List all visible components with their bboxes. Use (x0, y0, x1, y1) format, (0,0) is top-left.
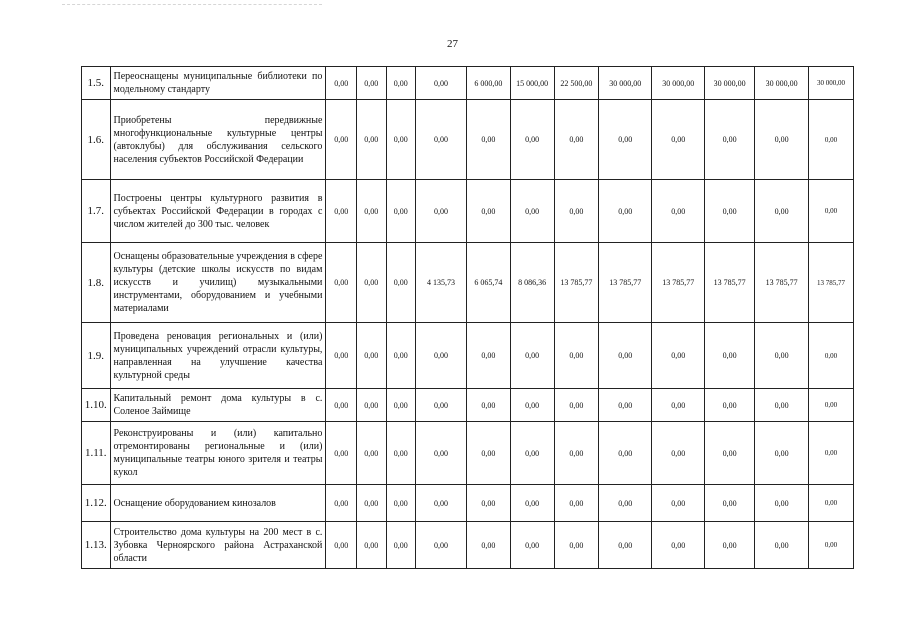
value-cell: 0,00 (416, 323, 467, 389)
page-number: 27 (447, 38, 458, 50)
value-cell: 0,00 (705, 389, 755, 422)
value-cell: 6 000,00 (466, 67, 510, 100)
value-cell: 0,00 (599, 323, 652, 389)
value-cell: 0,00 (809, 422, 854, 485)
row-description: Построены центры культурного развития в субъектах Российской Федерации в городах с числом жителей до 300 тыс. человек (110, 180, 326, 243)
value-cell: 0,00 (652, 485, 705, 522)
table-row (82, 422, 854, 485)
value-cell: 0,00 (416, 67, 467, 100)
value-cell: 0,00 (416, 180, 467, 243)
value-cell: 13 785,77 (652, 243, 705, 323)
value-cell: 0,00 (356, 485, 386, 522)
value-cell: 0,00 (386, 485, 416, 522)
value-cell: 0,00 (554, 323, 599, 389)
value-cell: 0,00 (705, 522, 755, 569)
value-cell: 0,00 (356, 67, 386, 100)
value-cell: 0,00 (326, 67, 357, 100)
value-cell: 0,00 (466, 100, 510, 180)
value-cell: 0,00 (326, 100, 357, 180)
value-cell: 0,00 (510, 422, 554, 485)
value-cell: 0,00 (599, 180, 652, 243)
value-cell: 0,00 (326, 323, 357, 389)
value-cell: 0,00 (652, 180, 705, 243)
row-number: 1.9. (82, 323, 111, 389)
value-cell: 0,00 (326, 485, 357, 522)
value-cell: 0,00 (755, 389, 809, 422)
value-cell: 0,00 (386, 389, 416, 422)
value-cell: 0,00 (755, 422, 809, 485)
value-cell: 0,00 (652, 100, 705, 180)
value-cell: 0,00 (554, 389, 599, 422)
value-cell: 0,00 (510, 180, 554, 243)
row-number: 1.11. (82, 422, 111, 485)
value-cell: 0,00 (554, 180, 599, 243)
value-cell: 0,00 (705, 485, 755, 522)
indicator-table (81, 66, 854, 569)
value-cell: 0,00 (510, 100, 554, 180)
value-cell: 0,00 (386, 100, 416, 180)
value-cell: 13 785,77 (809, 243, 854, 323)
value-cell: 6 065,74 (466, 243, 510, 323)
row-description: Оснащение оборудованием кинозалов (110, 485, 326, 522)
value-cell: 0,00 (356, 323, 386, 389)
row-number: 1.5. (82, 67, 111, 100)
value-cell: 0,00 (510, 323, 554, 389)
table-row (82, 389, 854, 422)
value-cell: 0,00 (652, 422, 705, 485)
value-cell: 8 086,36 (510, 243, 554, 323)
value-cell: 0,00 (326, 389, 357, 422)
table-row (82, 100, 854, 180)
value-cell: 0,00 (809, 389, 854, 422)
value-cell: 0,00 (326, 422, 357, 485)
value-cell: 0,00 (466, 422, 510, 485)
row-description: Переоснащены муниципальные библиотеки по модельному стандарту (110, 67, 326, 100)
value-cell: 0,00 (554, 522, 599, 569)
value-cell: 0,00 (416, 422, 467, 485)
table-row (82, 180, 854, 243)
value-cell: 0,00 (356, 522, 386, 569)
value-cell: 30 000,00 (652, 67, 705, 100)
row-number: 1.12. (82, 485, 111, 522)
value-cell: 0,00 (386, 422, 416, 485)
value-cell: 0,00 (326, 180, 357, 243)
value-cell: 0,00 (510, 485, 554, 522)
table-row (82, 243, 854, 323)
value-cell: 0,00 (755, 323, 809, 389)
value-cell: 0,00 (416, 389, 467, 422)
value-cell: 15 000,00 (510, 67, 554, 100)
value-cell: 0,00 (466, 485, 510, 522)
value-cell: 0,00 (554, 422, 599, 485)
value-cell: 0,00 (326, 522, 357, 569)
value-cell: 0,00 (356, 180, 386, 243)
value-cell: 13 785,77 (554, 243, 599, 323)
row-description: Проведена реновация региональных и (или) муниципальных учреждений отрасли культуры, направленная на улучшение качества культурной среды (110, 323, 326, 389)
row-number: 1.8. (82, 243, 111, 323)
value-cell: 13 785,77 (705, 243, 755, 323)
value-cell: 0,00 (326, 243, 357, 323)
row-number: 1.7. (82, 180, 111, 243)
table-row (82, 323, 854, 389)
value-cell: 0,00 (554, 100, 599, 180)
value-cell: 30 000,00 (705, 67, 755, 100)
value-cell: 0,00 (599, 522, 652, 569)
value-cell: 0,00 (466, 389, 510, 422)
value-cell: 0,00 (755, 100, 809, 180)
value-cell: 0,00 (755, 180, 809, 243)
value-cell: 0,00 (466, 522, 510, 569)
value-cell: 13 785,77 (755, 243, 809, 323)
value-cell: 0,00 (466, 323, 510, 389)
value-cell: 0,00 (599, 422, 652, 485)
value-cell: 0,00 (652, 323, 705, 389)
value-cell: 30 000,00 (755, 67, 809, 100)
value-cell: 0,00 (386, 243, 416, 323)
value-cell: 22 500,00 (554, 67, 599, 100)
value-cell: 13 785,77 (599, 243, 652, 323)
value-cell: 0,00 (510, 389, 554, 422)
row-description: Капитальный ремонт дома культуры в с. Соленое Займище (110, 389, 326, 422)
value-cell: 0,00 (705, 180, 755, 243)
table-row (82, 485, 854, 522)
value-cell: 0,00 (416, 485, 467, 522)
row-number: 1.6. (82, 100, 111, 180)
value-cell: 30 000,00 (599, 67, 652, 100)
value-cell: 0,00 (356, 243, 386, 323)
value-cell: 0,00 (652, 522, 705, 569)
value-cell: 0,00 (705, 323, 755, 389)
value-cell: 0,00 (809, 485, 854, 522)
value-cell: 0,00 (356, 422, 386, 485)
value-cell: 0,00 (809, 522, 854, 569)
value-cell: 0,00 (809, 180, 854, 243)
value-cell: 0,00 (809, 323, 854, 389)
value-cell: 0,00 (599, 100, 652, 180)
value-cell: 0,00 (386, 67, 416, 100)
value-cell: 0,00 (416, 100, 467, 180)
value-cell: 0,00 (705, 422, 755, 485)
row-number: 1.10. (82, 389, 111, 422)
value-cell: 0,00 (809, 100, 854, 180)
row-description: Строительство дома культуры на 200 мест в с. Зубовка Черноярского района Астраханской области (110, 522, 326, 569)
row-description: Приобретены передвижные многофункциональные культурные центры (автоклубы) для обслуживания сельского населения субъектов Российской Федерации (110, 100, 326, 180)
row-number: 1.13. (82, 522, 111, 569)
value-cell: 0,00 (554, 485, 599, 522)
value-cell: 4 135,73 (416, 243, 467, 323)
value-cell: 30 000,00 (809, 67, 854, 100)
scan-artifact (62, 4, 322, 9)
value-cell: 0,00 (466, 180, 510, 243)
value-cell: 0,00 (599, 485, 652, 522)
value-cell: 0,00 (356, 100, 386, 180)
value-cell: 0,00 (755, 522, 809, 569)
row-description: Реконструированы и (или) капитально отремонтированы региональные и (или) муниципальные театры юного зрителя и театры кукол (110, 422, 326, 485)
value-cell: 0,00 (386, 180, 416, 243)
value-cell: 0,00 (416, 522, 467, 569)
value-cell: 0,00 (599, 389, 652, 422)
value-cell: 0,00 (386, 323, 416, 389)
table-row (82, 522, 854, 569)
row-description: Оснащены образовательные учреждения в сфере культуры (детские школы искусств по видам искусств и училищ) музыкальными инструментами, оборудованием и учебными материалами (110, 243, 326, 323)
table-row (82, 67, 854, 100)
value-cell: 0,00 (652, 389, 705, 422)
value-cell: 0,00 (356, 389, 386, 422)
value-cell: 0,00 (386, 522, 416, 569)
value-cell: 0,00 (705, 100, 755, 180)
value-cell: 0,00 (755, 485, 809, 522)
value-cell: 0,00 (510, 522, 554, 569)
